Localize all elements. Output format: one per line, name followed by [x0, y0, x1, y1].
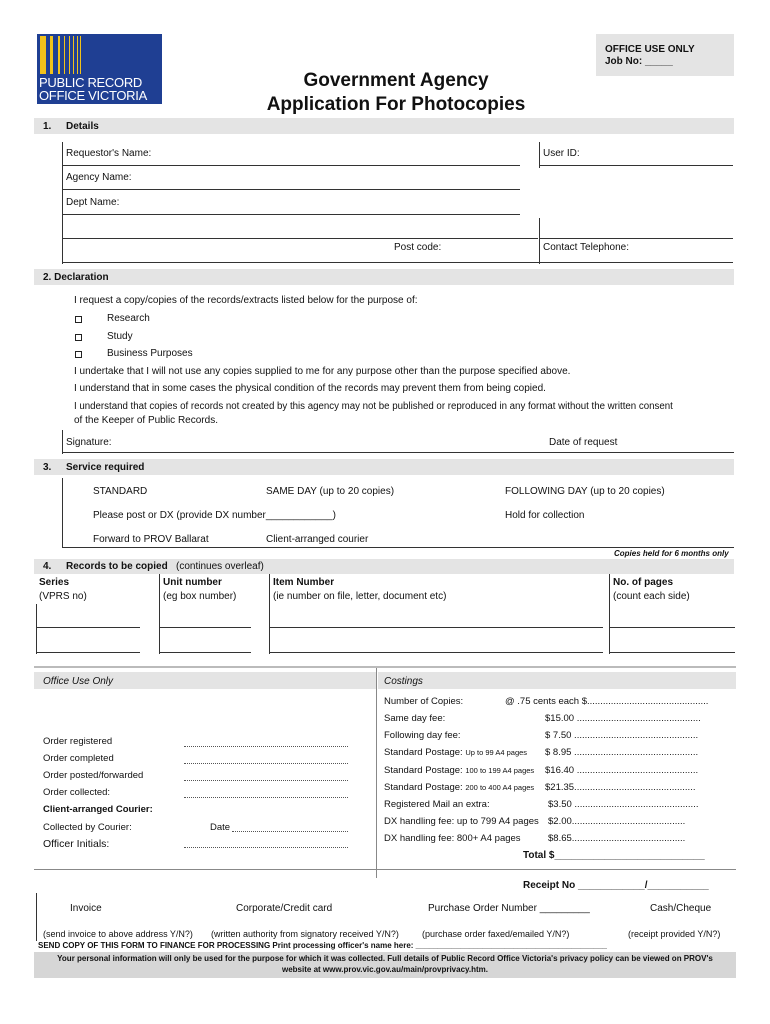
courier-date-line[interactable] [232, 831, 348, 832]
invoice-note: (send invoice to above address Y/N?) [43, 929, 193, 939]
declaration-intro: I request a copy/copies of the records/extracts listed below for the purpose of: [74, 295, 418, 306]
prov-logo [36, 34, 164, 104]
cost-row-dx-799-label: DX handling fee: up to 799 A4 pages [384, 816, 539, 827]
same-day-service-option[interactable]: SAME DAY (up to 20 copies) [266, 486, 395, 497]
courier-date-label: Date [210, 822, 231, 833]
copies-held-note: Copies held for 6 months only [614, 549, 729, 558]
cost-row-registered-amount[interactable]: $3.50 ............................................... [548, 799, 699, 810]
post-dx-option[interactable]: Please post or DX (provide DX number____________) [93, 510, 336, 521]
details-heading: Details [66, 121, 99, 132]
declaration-statement-2: I understand that in some cases the physical condition of the records may prevent them from being copied. [74, 383, 546, 394]
cost-row-following-day-label: Following day fee: [384, 730, 461, 741]
card-note: (written authority from signatory received Y/N?) [211, 929, 399, 939]
business-purposes-checkbox[interactable] [75, 351, 82, 358]
order-registered-line[interactable] [184, 746, 348, 747]
office-use-label: OFFICE USE ONLY [605, 44, 695, 55]
costings-heading: Costings [384, 676, 423, 687]
cost-row-dx-799-amount[interactable]: $2.00........................................... [548, 816, 686, 827]
office-use-heading: Office Use Only [43, 676, 114, 687]
job-number-field[interactable]: Job No: _____ [605, 56, 673, 67]
declaration-statement-1: I undertake that I will not use any copies supplied to me for any purpose other than the purpose specified above. [74, 366, 571, 377]
agency-name-field[interactable]: Agency Name: [66, 172, 132, 183]
order-completed-label: Order completed [43, 753, 114, 764]
cost-row-copies-amount[interactable]: @ .75 cents each $.............................................. [505, 696, 709, 707]
signature-field[interactable]: Signature: [66, 437, 112, 448]
cash-note: (receipt provided Y/N?) [628, 929, 721, 939]
dept-name-field[interactable]: Dept Name: [66, 197, 120, 208]
series-column-sub: (VPRS no) [39, 591, 87, 602]
po-note: (purchase order faxed/emailed Y/N?) [422, 929, 570, 939]
order-completed-line[interactable] [184, 763, 348, 764]
records-heading: Records to be copied [66, 561, 168, 572]
logo-text-line2: OFFICE VICTORIA [39, 88, 147, 103]
order-collected-line[interactable] [184, 797, 348, 798]
records-row-2-line[interactable] [36, 652, 140, 653]
order-posted-line[interactable] [184, 780, 348, 781]
cost-row-dx-800-amount[interactable]: $8.65........................................... [548, 833, 686, 844]
contact-telephone-field[interactable]: Contact Telephone: [543, 242, 629, 253]
item-number-column-header: Item Number [273, 577, 335, 588]
study-option-label: Study [107, 331, 133, 342]
business-purposes-option-label: Business Purposes [107, 348, 193, 359]
research-option-label: Research [107, 313, 150, 324]
collected-by-courier-label: Collected by Courier: [43, 822, 132, 833]
send-to-finance-note: SEND COPY OF THIS FORM TO FINANCE FOR PROCESSING Print processing officer's name here: ___________________________________________ [38, 941, 607, 950]
unit-number-column-header: Unit number [163, 577, 222, 588]
page-title-line2: Application For Photocopies [266, 94, 526, 115]
postcode-field[interactable]: Post code: [394, 242, 442, 253]
page-title-line1: Government Agency [303, 70, 489, 91]
cost-row-same-day-amount[interactable]: $15.00 ............................................... [545, 713, 701, 724]
requestor-name-field[interactable]: Requestor's Name: [66, 148, 152, 159]
invoice-option[interactable]: Invoice [70, 903, 102, 914]
privacy-notice-line1: Your personal information will only be used for the purpose for which it was collected. Full details of Public Record Office Victoria's privacy policy can be viewed on PROV's [57, 954, 713, 963]
order-registered-label: Order registered [43, 736, 113, 747]
officer-initials-label: Officer Initials: [43, 838, 110, 850]
records-continues-note: (continues overleaf) [176, 561, 264, 572]
forward-ballarat-option[interactable]: Forward to PROV Ballarat [93, 534, 209, 545]
service-heading: Service required [66, 462, 145, 473]
receipt-number-field[interactable]: Receipt No ____________/___________ [523, 880, 709, 891]
declaration-heading: 2. Declaration [43, 272, 109, 283]
series-column-header: Series [39, 577, 70, 588]
logo-text-line1: PUBLIC RECORD [39, 75, 143, 90]
hold-collection-option[interactable]: Hold for collection [505, 510, 585, 521]
item-number-column-sub: (ie number on file, letter, document etc) [273, 591, 447, 602]
service-number: 3. [43, 462, 52, 473]
cost-row-same-day-label: Same day fee: [384, 713, 446, 724]
cost-row-postage-199-label: Standard Postage: 100 to 199 A4 pages [384, 765, 535, 776]
details-section-header [34, 118, 734, 134]
cost-row-dx-800-label: DX handling fee: 800+ A4 pages [384, 833, 521, 844]
pages-column-header: No. of pages [613, 577, 674, 588]
records-row-1-line[interactable] [36, 627, 140, 628]
cost-row-postage-199-amount[interactable]: $16.40 .............................................. [545, 765, 699, 776]
study-checkbox[interactable] [75, 334, 82, 341]
declaration-section-header [34, 269, 734, 285]
cost-row-copies-label: Number of Copies: [384, 696, 464, 707]
costings-panel-header [378, 672, 736, 689]
research-checkbox[interactable] [75, 316, 82, 323]
purchase-order-field[interactable]: Purchase Order Number _________ [428, 903, 590, 914]
date-of-request-field[interactable]: Date of request [549, 437, 618, 448]
cost-row-following-day-amount[interactable]: $ 7.50 ............................................... [545, 730, 699, 741]
user-id-field[interactable]: User ID: [543, 148, 580, 159]
officer-initials-line[interactable] [184, 847, 348, 848]
following-day-service-option[interactable]: FOLLOWING DAY (up to 20 copies) [505, 486, 665, 497]
pages-column-sub: (count each side) [613, 591, 690, 602]
unit-number-column-sub: (eg box number) [163, 591, 237, 602]
declaration-statement-3a: I understand that copies of records not created by this agency may not be published or reproduced in any format without the written consent [74, 401, 673, 412]
cost-row-postage-99-amount[interactable]: $ 8.95 ............................................... [545, 747, 699, 758]
order-collected-label: Order collected: [43, 787, 111, 798]
client-courier-option[interactable]: Client-arranged courier [266, 534, 369, 545]
client-courier-label: Client-arranged Courier: [43, 804, 153, 815]
cost-row-postage-400-label: Standard Postage: 200 to 400 A4 pages [384, 782, 535, 793]
credit-card-option[interactable]: Corporate/Credit card [236, 903, 333, 914]
standard-service-option[interactable]: STANDARD [93, 486, 148, 497]
order-posted-label: Order posted/forwarded [43, 770, 144, 781]
declaration-statement-3b: of the Keeper of Public Records. [74, 415, 218, 426]
cost-row-postage-400-amount[interactable]: $21.35.............................................. [545, 782, 696, 793]
details-number: 1. [43, 121, 52, 132]
cost-row-postage-99-label: Standard Postage: Up to 99 A4 pages [384, 747, 528, 758]
records-number: 4. [43, 561, 52, 572]
privacy-notice-line2: website at www.prov.vic.gov.au/main/provprivacy.htm. [282, 965, 488, 974]
cash-cheque-option[interactable]: Cash/Cheque [650, 903, 712, 914]
total-field[interactable]: Total $___________________________ [523, 850, 705, 861]
cost-row-registered-label: Registered Mail an extra: [384, 799, 490, 810]
